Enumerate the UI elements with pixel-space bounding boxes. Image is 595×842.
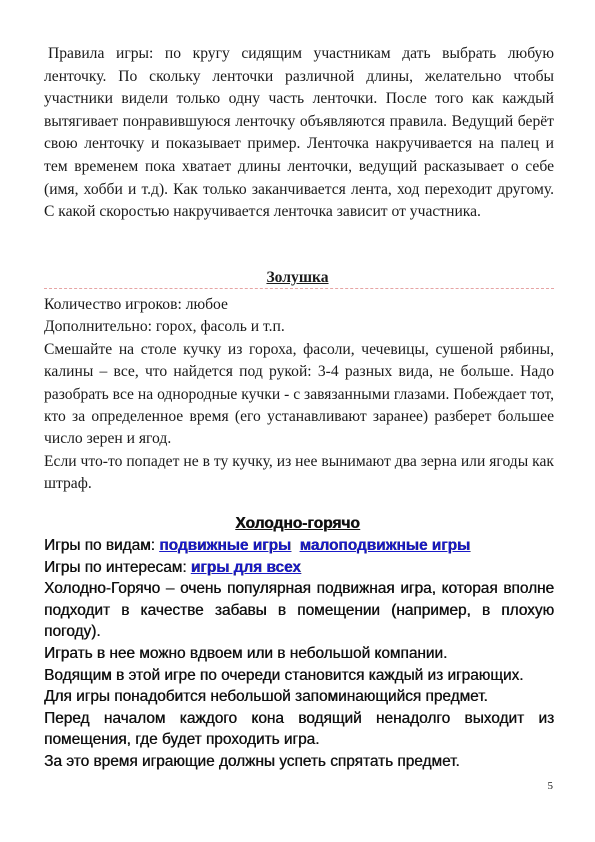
hot-cold-paragraph: Холодно-Горячо – очень популярная подвижная игра, которая вполне подходит в качестве забавы в помещении (например, в плохую погоду). xyxy=(44,580,554,641)
hot-cold-paragraph: Играть в нее можно вдвоем или в небольшой компании. xyxy=(44,644,448,662)
page-number: 5 xyxy=(547,780,553,792)
section-title-zolushka: Золушка xyxy=(266,269,329,286)
hot-cold-paragraph: Водящим в этой игре по очереди становится каждый из играющих. xyxy=(44,666,524,684)
games-by-interest-label: Игры по интересам: xyxy=(44,558,191,576)
link-games-for-all[interactable]: игры для всех xyxy=(190,558,301,576)
zolushka-penalty: Если что-то попадет не в ту кучку, из нее вынимают два зерна или ягоды как штраф. xyxy=(44,452,554,493)
zolushka-body: Смешайте на столе кучку из гороха, фасоли, чечевицы, сушеной рябины, калины – все, что найдется под рукой: 3-4 разных вида, не больше. Надо разобрать все на однородные кучки - с завязанными глазами. Побеждает тот, кто за определенное время (его устанавливают заранее) разберет большее число зерен и ягод. xyxy=(44,340,554,448)
players-count: Количество игроков: любое xyxy=(44,296,228,313)
hot-cold-paragraph: За это время играющие должны успеть спрятать предмет. xyxy=(44,752,460,770)
zolushka-section xyxy=(44,294,554,496)
hot-cold-section xyxy=(44,535,554,773)
extra-items: Дополнительно: горох, фасоль и т.п. xyxy=(44,318,285,336)
link-active-games[interactable]: подвижные игры xyxy=(159,537,291,554)
intro-section xyxy=(44,43,554,224)
section-title-hot-cold: Холодно-горячо xyxy=(235,515,360,532)
section-divider xyxy=(44,288,554,289)
link-low-activity-games[interactable]: малоподвижные игры xyxy=(299,537,471,554)
games-by-type-label: Игры по видам: xyxy=(44,537,160,554)
hot-cold-paragraph: Перед началом каждого кона водящий ненадолго выходит из помещения, где будет проходить игра. xyxy=(44,709,554,749)
hot-cold-paragraph: Для игры понадобится небольшой запоминающийся предмет. xyxy=(44,688,488,706)
games-by-interest xyxy=(44,557,554,579)
games-by-type xyxy=(44,535,554,557)
intro-paragraph: Правила игры: по кругу сидящим участникам дать выбрать любую ленточку. По скольку ленточки различной длины, желательно чтобы участники видели только одну часть ленточки. После того как каждый вытягивает понравившуюся ленточку объявляются правила. Ведущий берёт свою ленточку и показывает пример. Ленточка накручивается на палец и тем временем пока хватает длины ленточки, ведущий расказывает о себе (имя, хобби и т.д). Как только заканчивается лента, ход переходит другому. С какой скоростью накручивается ленточка зависит от участника. xyxy=(44,45,554,221)
